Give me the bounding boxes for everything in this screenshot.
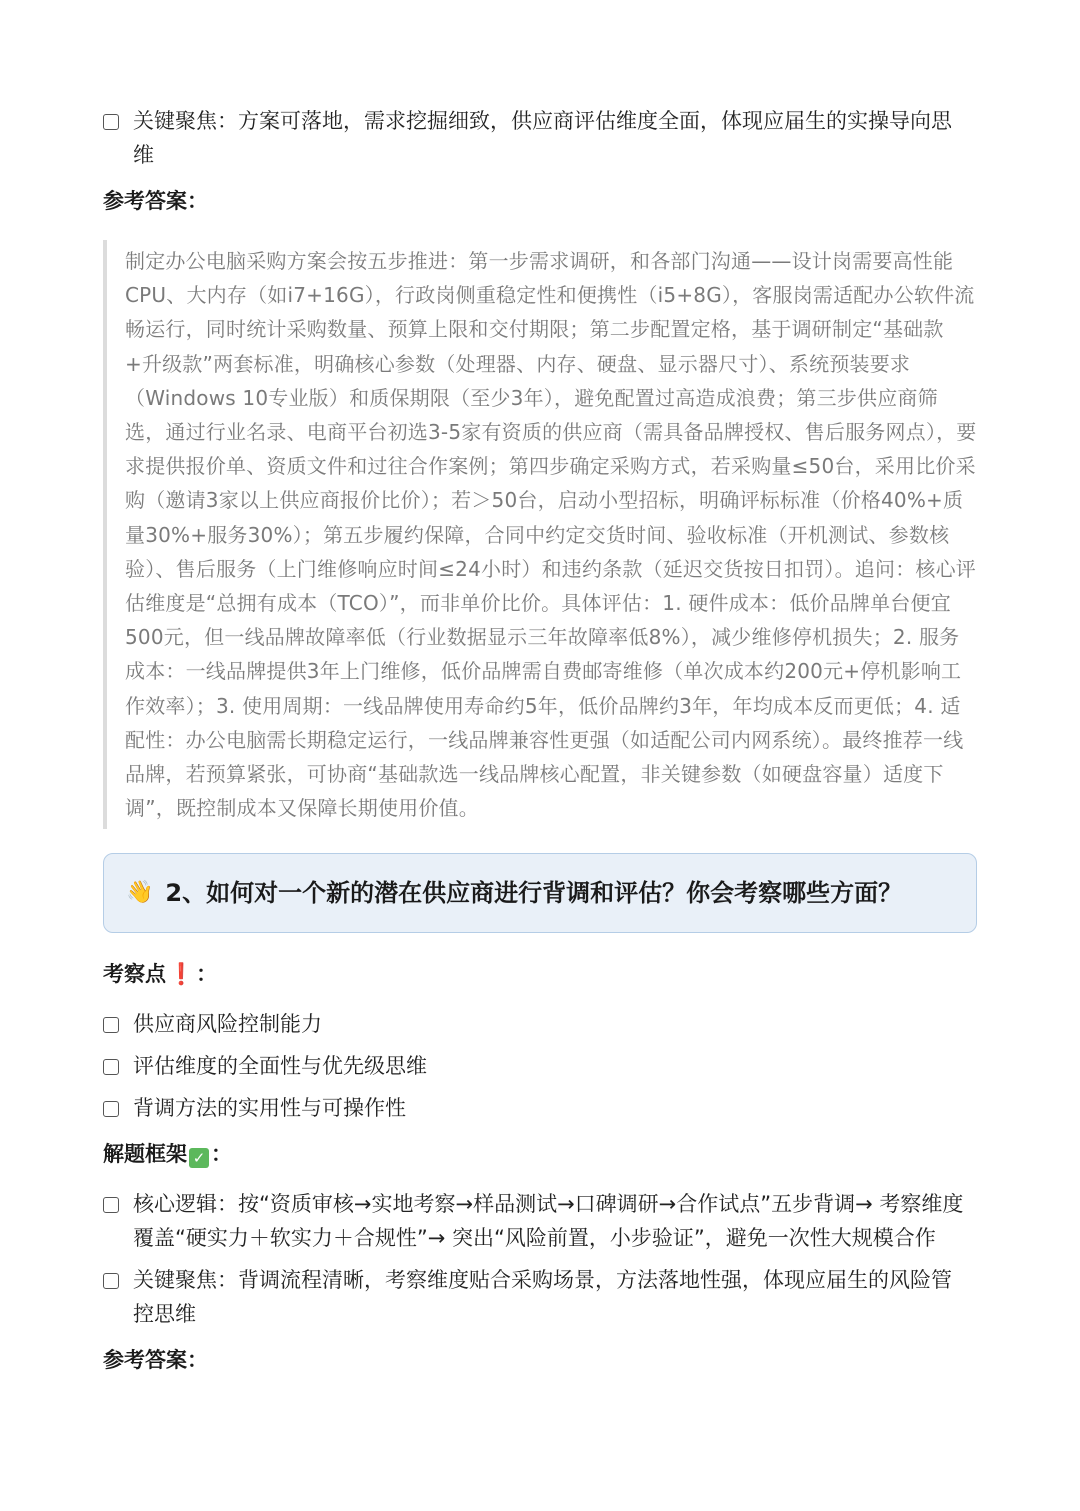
framework-heading-colon: ：	[211, 1142, 232, 1167]
checklist-text: 关键聚焦：方案可落地，需求挖掘细致，供应商评估维度全面，体现应届生的实操导向思维	[133, 109, 952, 167]
checklist-item	[103, 1187, 977, 1255]
check-mark-icon: ✓	[189, 1148, 209, 1168]
checkbox[interactable]	[103, 1273, 119, 1289]
checklist-text: 关键聚焦：背调流程清晰，考察维度贴合采购场景，方法落地性强，体现应届生的风险管控思维	[133, 1268, 952, 1327]
question-title: 2、如何对一个新的潜在供应商进行背调和评估？你会考察哪些方面？	[165, 879, 903, 908]
answer-heading-colon: ：	[187, 189, 208, 213]
framework-heading	[103, 1137, 977, 1171]
exam-points-heading	[103, 957, 977, 991]
waving-hand-icon: 👋	[126, 880, 154, 906]
checklist-item	[103, 1007, 977, 1041]
answer-heading	[103, 184, 977, 218]
checklist-item	[103, 1049, 977, 1083]
checklist-text: 核心逻辑：按“资质审核→实地考察→样品测试→口碑调研→合作试点”五步背调→ 考察维度覆盖“硬实力＋软实力＋合规性”→ 突出“风险前置，小步验证”，避免一次性大规模合作	[133, 1192, 964, 1251]
checkbox[interactable]	[103, 1101, 119, 1117]
question-callout	[103, 853, 977, 933]
answer-text: 制定办公电脑采购方案会按五步推进：第一步需求调研，和各部门沟通——设计岗需要高性能CPU、大内存（如i7+16G），行政岗侧重稳定性和便携性（i5+8G），客服岗需适配办公软件流畅运行，同时统计采购数量、预算上限和交付期限；第二步配置定格，基于调研制定“基础款+升级款”两套标准，明确核心参数（处理器、内存、硬盘、显示器尺寸）、系统预装要求（Windows 10专业版）和质保期限（至少3年），避免配置过高造成浪费；第三步供应商筛选，通过行业名录、电商平台初选3-5家有资质的供应商（需具备品牌授权、售后服务网点），要求提供报价单、资质文件和过往合作案例；第四步确定采购方式，若采购量≤50台，采用比价采购（邀请3家以上供应商报价比价）；若＞50台，启动小型招标，明确评标标准（价格40%+质量30%+服务30%）；第五步履约保障，合同中约定交货时间、验收标准（开机测试、参数核验）、售后服务（上门维修响应时间≤24小时）和违约条款（延迟交货按日扣罚）。追问：核心评估维度是“总拥有成本（TCO）”，而非单价比价。具体评估：1. 硬件成本：低价品牌单台便宜500元，但一线品牌故障率低（行业数据显示三年故障率低8%），减少维修停机损失；2. 服务成本：一线品牌提供3年上门维修，低价品牌需自费邮寄维修（单次成本约200元+停机影响工作效率）；3. 使用周期：一线品牌使用寿命约5年，低价品牌约3年，年均成本反而更低；4. 适配性：办公电脑需长期稳定运行，一线品牌兼容性更强（如适配公司内网系统）。最终推荐一线品牌，若预算紧张，可协商“基础款选一线品牌核心配置，非关键参数（如硬盘容量）适度下调”，既控制成本又保障长期使用价值。	[125, 249, 977, 821]
checkbox[interactable]	[103, 114, 119, 130]
checklist-text: 评估维度的全面性与优先级思维	[133, 1054, 427, 1079]
checkbox[interactable]	[103, 1059, 119, 1075]
framework-heading-text: 解题框架	[103, 1142, 187, 1167]
answer-heading-colon: ：	[187, 1348, 208, 1373]
answer-heading-text: 参考答案	[103, 189, 187, 213]
checkbox[interactable]	[103, 1197, 119, 1213]
checklist-item	[103, 1091, 977, 1125]
answer-heading-2	[103, 1343, 977, 1377]
exam-points-heading-colon: ：	[196, 962, 218, 987]
exam-points-heading-text: 考察点	[103, 962, 166, 987]
checklist-item	[103, 104, 977, 172]
checklist-text: 供应商风险控制能力	[133, 1012, 322, 1037]
answer-blockquote	[103, 240, 977, 829]
checklist-text: 背调方法的实用性与可操作性	[133, 1096, 406, 1121]
checkbox[interactable]	[103, 1017, 119, 1033]
checklist-item	[103, 1263, 977, 1331]
answer-heading-text: 参考答案	[103, 1348, 187, 1373]
exclamation-icon: ❗	[168, 962, 195, 987]
